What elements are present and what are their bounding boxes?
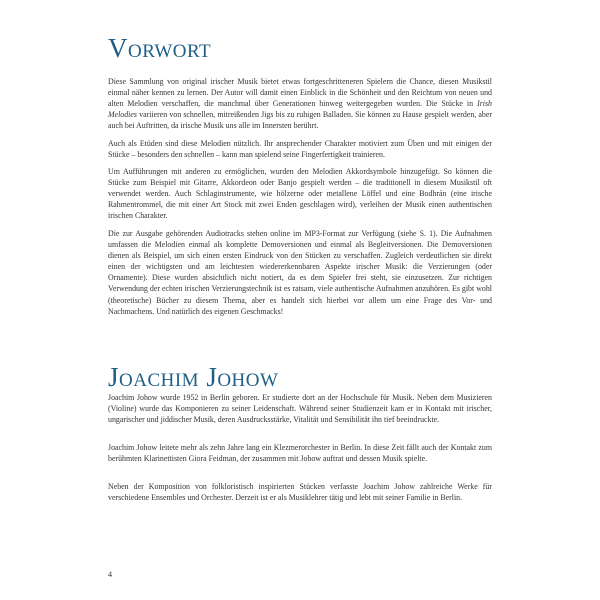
page-number: 4	[108, 570, 112, 579]
heading-joachim-johow: Joachim Johow	[108, 362, 279, 392]
vorwort-paragraph-2: Auch als Etüden sind diese Melodien nützlich. Ihr ansprechender Charakter motiviert zum Üben und mit einigen der Stücke – besonders den schnellen – kann man spielend seine Fingerfertigkeit trainieren.	[108, 139, 492, 160]
johow-paragraph-1: Joachim Johow wurde 1952 in Berlin geboren. Er studierte dort an der Hochschule für Musik. Neben dem Musizieren (Violine) wurde das Komponieren zu seiner Leidenschaft. Während seiner Studienzeit kam er in Kontakt mit irischer, ungarischer und jiddischer Musik, deren Ausdrucksstärke, Vitalität und Sensibilität ihn tief beeindruckte.	[108, 393, 492, 425]
johow-paragraph-3: Neben der Komposition von folkloristisch inspirierten Stücken verfasste Joachim Johow zahlreiche Werke für verschiedene Ensembles und Orchester. Derzeit ist er als Musiklehrer tätig und lebt mit seiner Familie in Berlin.	[108, 482, 492, 503]
johow-paragraph-2: Joachim Johow leitete mehr als zehn Jahre lang ein Klezmerorchester in Berlin. In diese Zeit fällt auch der Kontakt zum berühmten Klarinettisten Giora Feidman, der zusammen mit Johow auftrat und dessen Musik spielte.	[108, 443, 492, 464]
vorwort-paragraph-4: Die zur Ausgabe gehörenden Audiotracks stehen online im MP3-Format zur Verfügung (siehe S. 1). Die Aufnahmen umfassen die Melodien einmal als komplette Demoversionen und einmal als Begleitversionen. Die Demoversionen dienen als Beispiel, um sich einen ersten Eindruck von den Stücken zu verschaffen. Zugleich verdeutlichen sie direkt einen der wichtigsten und am leichtesten wiedererkennbaren Aspekte irischer Musik: die Verzierungen (oder Ornamente). Diese wurden absichtlich nicht notiert, da es dem Spieler frei steht, sie einzusetzen. Zur richtigen Verwendung der echten irischen Verzierungstechnik ist es ratsam, viele authentische Aufnahmen anzuhören. Es gibt wohl (theoretische) Bücher zu diesem Thema, aber es handelt sich hierbei vor allem um eine Frage des Vor- und Nachmachens. Und natürlich des eigenen Geschmacks!	[108, 229, 492, 316]
vorwort-p1-text-b: variieren von schnellen, mitreißenden Jigs bis zu ruhigen Balladen. Sie können zu Hause gespielt werden, aber auch bei Auftritten, da irische Musik uns alle im Innersten berührt.	[108, 110, 492, 131]
book-title: Irish Melodies	[108, 99, 492, 120]
vorwort-paragraph-1	[108, 76, 492, 131]
vorwort-p1-text-a: Diese Sammlung von original irischer Musik bietet etwas fortgeschritteneren Spielern die Chance, diesen Musikstil einmal näher kennen zu lernen. Der Autor will damit einen Einblick in die Schönheit und den Reichtum von neuen und alten Melodien verschaffen, die manchmal über Generationen hinweg weitergegeben wurden. Die Stücke in	[108, 77, 492, 109]
vorwort-paragraph-3: Um Aufführungen mit anderen zu ermöglichen, wurden den Melodien Akkordsymbole hinzugefügt. So können die Stücke zum Beispiel mit Gitarre, Akkordeon oder Banjo gespielt werden – die traditionell in diesem Musikstil oft verwendet werden. Auch Schlaginstrumente, wie hölzerne oder metallene Löffel und eine Bodhrán (eine irische Rahmentrommel, die mit einer Art Stock mit zwei Enden geschlagen wird), verleihen der Musik einen authentischen irischen Charakter.	[108, 167, 492, 221]
heading-vorwort: Vorwort	[108, 33, 212, 63]
